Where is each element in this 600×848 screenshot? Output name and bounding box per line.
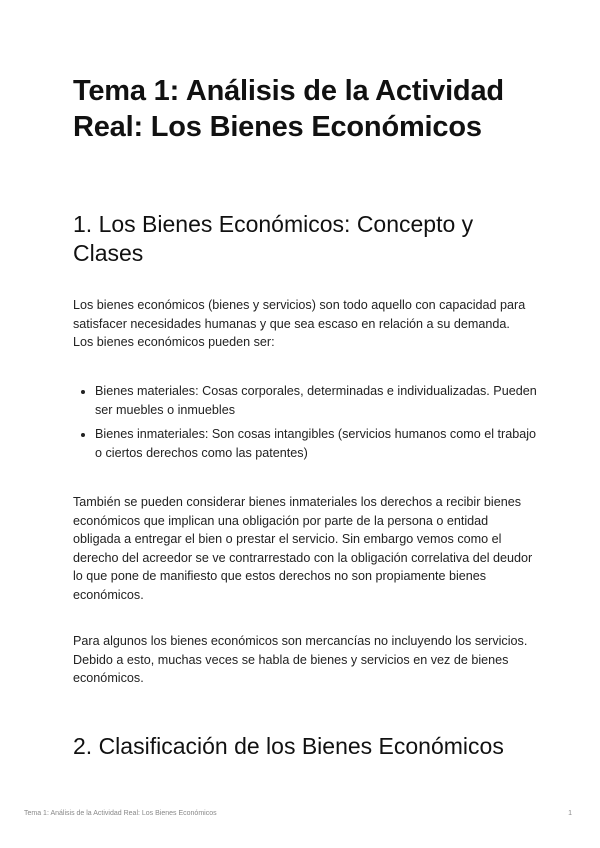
section1-intro-paragraph: Los bienes económicos (bienes y servicios) son todo aquello con capacidad para satisfacer necesidades humanas y que sea escaso en relación a su demanda. Los bienes económicos pueden ser: bbox=[73, 298, 526, 349]
list-item: • Bienes materiales: Cosas corporales, determinadas e individualizadas. Pueden ser muebles o inmuebles bbox=[95, 382, 545, 419]
section1-paragraph-3: Para algunos los bienes económicos son mercancías no incluyendo los servicios. Debido a esto, muchas veces se habla de bienes y servicios en vez de bienes económicos. bbox=[73, 634, 528, 685]
document-title: Tema 1: Análisis de la Actividad Real: Los Bienes Económicos bbox=[73, 75, 504, 143]
section-heading-1: 1. Los Bienes Económicos: Concepto y Clases bbox=[73, 211, 474, 266]
section1-paragraph-2: También se pueden considerar bienes inmateriales los derechos a recibir bienes económicos que implican una obligación por parte de la persona o entidad obligada a entregar el bien o prestar el servicio. Sin embargo vemos como el derecho del acreedor se ve contrarrestado con la obligación correlativa del deudor lo que pone de manifiesto que estos derechos no son propiamente bienes económicos. bbox=[73, 495, 533, 602]
bullet-list bbox=[73, 382, 545, 468]
footer-title: Tema 1: Análisis de la Actividad Real: Los Bienes Económicos bbox=[24, 810, 217, 817]
list-item: • Bienes inmateriales: Son cosas intangibles (servicios humanos como el trabajo o ciertos derechos como las patentes) bbox=[95, 425, 545, 462]
footer-page-number: 1 bbox=[568, 810, 572, 817]
section-heading-2: 2. Clasificación de los Bienes Económicos bbox=[73, 733, 504, 759]
